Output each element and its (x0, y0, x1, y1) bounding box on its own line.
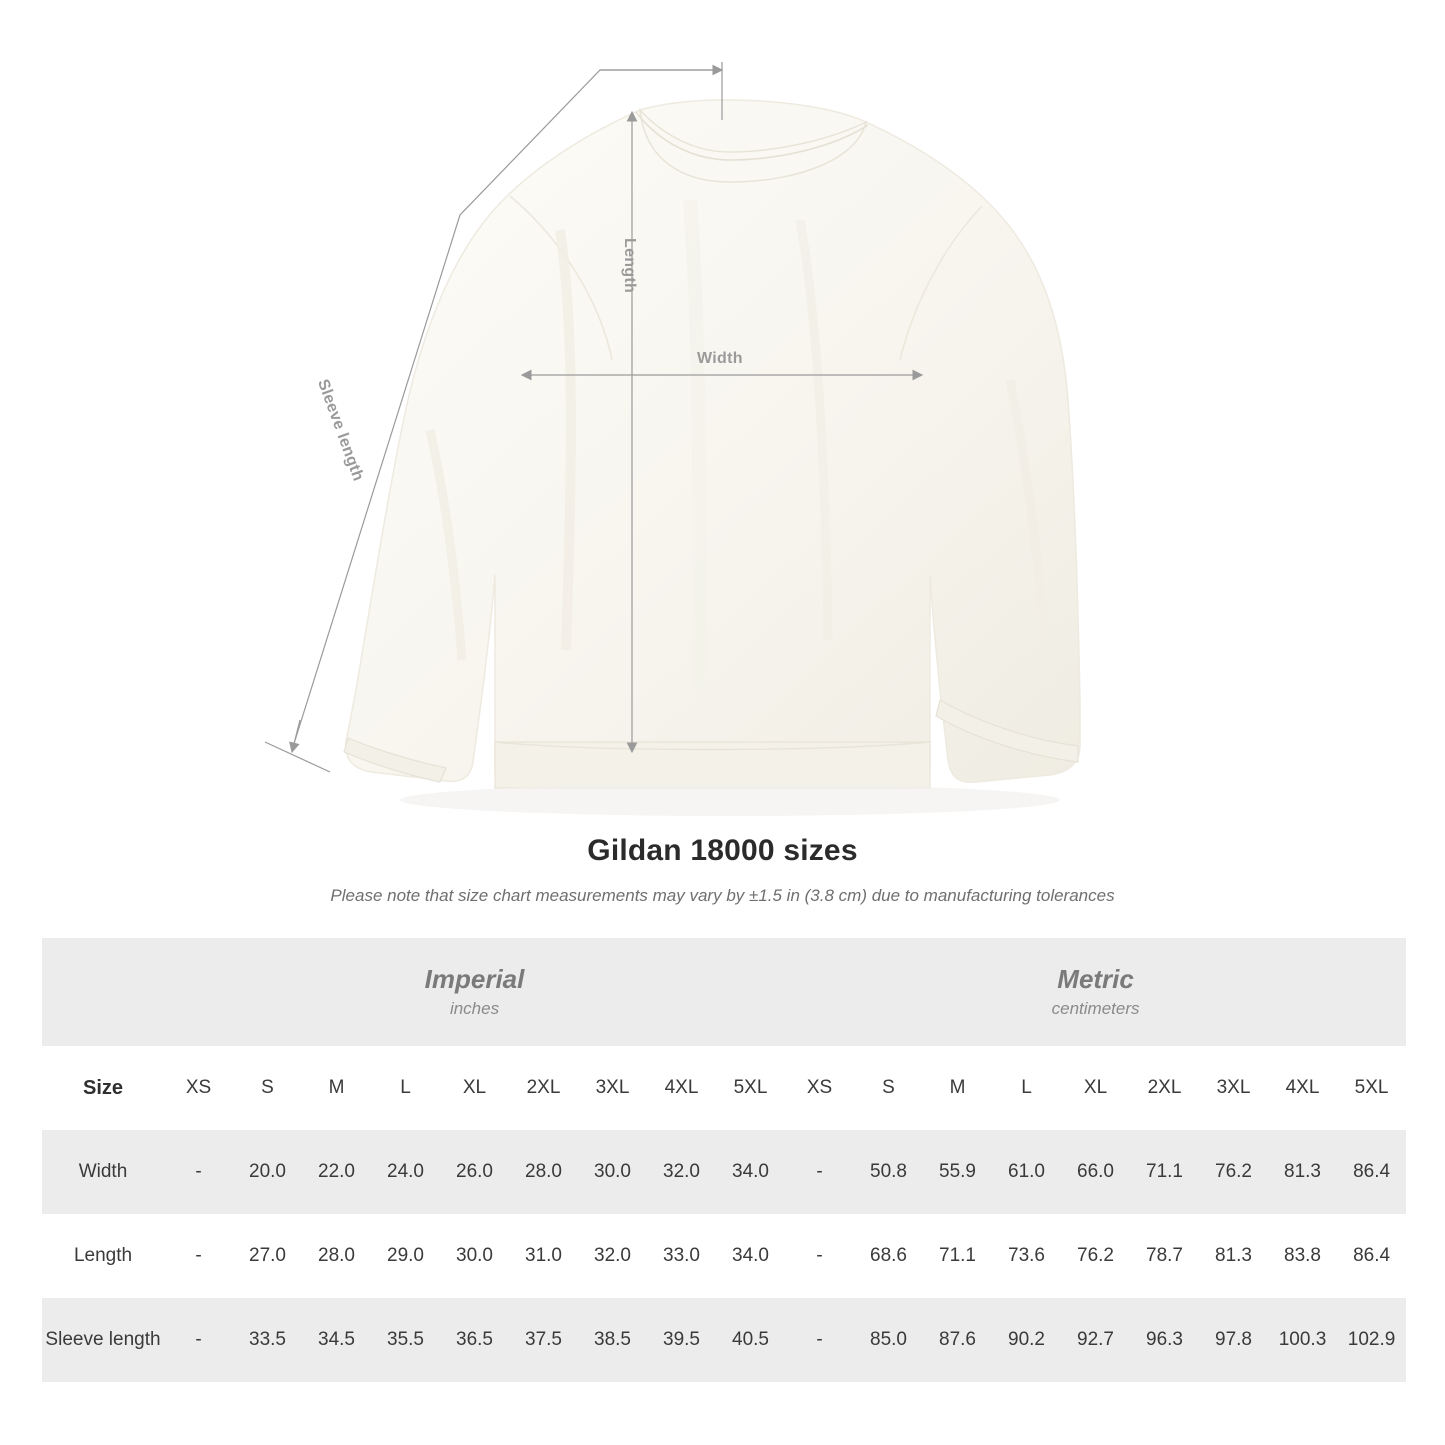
sleeve-imp-8: 40.5 (716, 1298, 785, 1382)
width-met-6: 76.2 (1199, 1130, 1268, 1214)
width-met-0: - (785, 1130, 854, 1214)
size-col-imp-3: L (371, 1046, 440, 1130)
sleeve-imp-7: 39.5 (647, 1298, 716, 1382)
sleeve-met-8: 102.9 (1337, 1298, 1406, 1382)
sleeve-met-6: 97.8 (1199, 1298, 1268, 1382)
width-imp-3: 24.0 (371, 1130, 440, 1214)
length-met-7: 83.8 (1268, 1214, 1337, 1298)
size-col-met-5: 2XL (1130, 1046, 1199, 1130)
page-title: Gildan 18000 sizes (587, 834, 858, 867)
size-header-row (42, 1046, 1406, 1130)
row-label-length: Length (42, 1214, 164, 1298)
width-met-5: 71.1 (1130, 1130, 1199, 1214)
sleeve-length-dimension-label: Sleeve length (314, 377, 367, 484)
size-col-imp-1: S (233, 1046, 302, 1130)
unit-header-spacer (42, 938, 164, 1046)
sleeve-imp-2: 34.5 (302, 1298, 371, 1382)
width-imp-5: 28.0 (509, 1130, 578, 1214)
size-col-imp-7: 4XL (647, 1046, 716, 1130)
size-col-imp-4: XL (440, 1046, 509, 1130)
row-label-width: Width (42, 1130, 164, 1214)
size-col-imp-2: M (302, 1046, 371, 1130)
length-met-5: 78.7 (1130, 1214, 1199, 1298)
length-imp-2: 28.0 (302, 1214, 371, 1298)
size-col-met-6: 3XL (1199, 1046, 1268, 1130)
size-col-met-1: S (854, 1046, 923, 1130)
metric-label: Metric (1057, 964, 1134, 994)
width-imp-1: 20.0 (233, 1130, 302, 1214)
length-imp-6: 32.0 (578, 1214, 647, 1298)
length-imp-8: 34.0 (716, 1214, 785, 1298)
unit-header-imperial (164, 938, 785, 1046)
sleeve-imp-0: - (164, 1298, 233, 1382)
size-col-met-0: XS (785, 1046, 854, 1130)
sleeve-met-5: 96.3 (1130, 1298, 1199, 1382)
metric-sublabel: centimeters (1051, 998, 1140, 1018)
length-met-2: 71.1 (923, 1214, 992, 1298)
size-col-imp-5: 2XL (509, 1046, 578, 1130)
length-met-0: - (785, 1214, 854, 1298)
width-imp-6: 30.0 (578, 1130, 647, 1214)
size-col-imp-8: 5XL (716, 1046, 785, 1130)
length-imp-7: 33.0 (647, 1214, 716, 1298)
width-met-8: 86.4 (1337, 1130, 1406, 1214)
tolerance-note: Please note that size chart measurements may vary by ±1.5 in (3.8 cm) due to manufacturing tolerances (330, 886, 1115, 905)
size-col-met-3: L (992, 1046, 1061, 1130)
title-block (0, 834, 1445, 906)
size-col-imp-0: XS (164, 1046, 233, 1130)
size-col-imp-6: 3XL (578, 1046, 647, 1130)
table-row (42, 1130, 1406, 1214)
width-met-4: 66.0 (1061, 1130, 1130, 1214)
length-dimension-label: Length (621, 238, 638, 294)
unit-header-row (42, 938, 1406, 1046)
sleeve-met-3: 90.2 (992, 1298, 1061, 1382)
size-header-label: Size (42, 1046, 164, 1130)
width-imp-4: 26.0 (440, 1130, 509, 1214)
size-col-met-8: 5XL (1337, 1046, 1406, 1130)
width-dimension-label: Width (697, 350, 743, 367)
imperial-label: Imperial (424, 964, 525, 994)
width-met-7: 81.3 (1268, 1130, 1337, 1214)
size-col-met-4: XL (1061, 1046, 1130, 1130)
table-row (42, 1214, 1406, 1298)
size-table (42, 938, 1406, 1382)
length-imp-5: 31.0 (509, 1214, 578, 1298)
length-met-1: 68.6 (854, 1214, 923, 1298)
sweatshirt-shape (344, 100, 1080, 816)
length-met-6: 81.3 (1199, 1214, 1268, 1298)
sleeve-imp-1: 33.5 (233, 1298, 302, 1382)
sleeve-met-4: 92.7 (1061, 1298, 1130, 1382)
row-label-sleeve-length: Sleeve length (42, 1298, 164, 1382)
sleeve-imp-4: 36.5 (440, 1298, 509, 1382)
sleeve-met-7: 100.3 (1268, 1298, 1337, 1382)
sleeve-met-0: - (785, 1298, 854, 1382)
size-col-met-2: M (923, 1046, 992, 1130)
length-met-8: 86.4 (1337, 1214, 1406, 1298)
width-imp-2: 22.0 (302, 1130, 371, 1214)
length-imp-0: - (164, 1214, 233, 1298)
sleeve-imp-3: 35.5 (371, 1298, 440, 1382)
width-met-3: 61.0 (992, 1130, 1061, 1214)
size-table-wrapper (42, 938, 1403, 1382)
sleeve-met-2: 87.6 (923, 1298, 992, 1382)
width-met-2: 55.9 (923, 1130, 992, 1214)
width-met-1: 50.8 (854, 1130, 923, 1214)
unit-header-metric (785, 938, 1406, 1046)
table-row (42, 1298, 1406, 1382)
sleeve-imp-5: 37.5 (509, 1298, 578, 1382)
sleeve-met-1: 85.0 (854, 1298, 923, 1382)
imperial-sublabel: inches (449, 998, 500, 1018)
length-met-3: 73.6 (992, 1214, 1061, 1298)
length-met-4: 76.2 (1061, 1214, 1130, 1298)
size-col-met-7: 4XL (1268, 1046, 1337, 1130)
width-imp-8: 34.0 (716, 1130, 785, 1214)
length-imp-3: 29.0 (371, 1214, 440, 1298)
width-imp-0: - (164, 1130, 233, 1214)
length-imp-1: 27.0 (233, 1214, 302, 1298)
length-imp-4: 30.0 (440, 1214, 509, 1298)
width-imp-7: 32.0 (647, 1130, 716, 1214)
sleeve-imp-6: 38.5 (578, 1298, 647, 1382)
